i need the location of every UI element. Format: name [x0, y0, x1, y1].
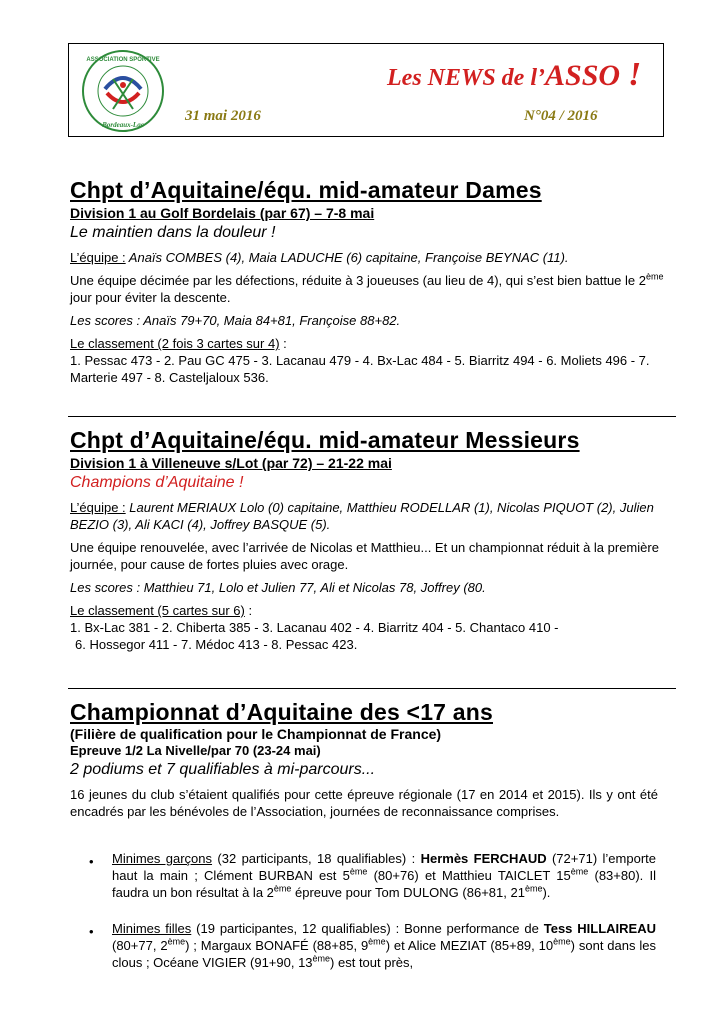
bullet-marker: •	[89, 924, 94, 939]
bullet-text: ) est tout près,	[330, 955, 414, 970]
team-paragraph	[70, 499, 670, 533]
bullet-text: (83+80). Il faudra un bon résultat à la 2	[112, 868, 656, 900]
intro-paragraph: 16 jeunes du club s’étaient qualifiés pour cette épreuve régionale (17 en 2014 et 2015). Ils y ont été encadrés par les bénévoles de l’Association, journées de reconnaissance comprises.	[70, 787, 658, 819]
division-heading: Division 1 au Golf Bordelais (par 67) – 7-8 mai	[70, 205, 375, 221]
logo-text: ASSOCIATION SPORTIVE	[86, 57, 160, 63]
section-subtitle: Champions d’Aquitaine !	[70, 474, 244, 491]
bullet-text: ) sont dans les clous ; Océane VIGIER (91+90, 13	[112, 938, 657, 970]
ranking-heading	[70, 335, 670, 352]
ranking-colon: :	[279, 336, 287, 351]
summary-sup: ème	[645, 271, 664, 282]
bullet-label: Minimes filles	[112, 921, 192, 936]
ranking-line-2: 6. Hossegor 411 - 7. Médoc 413 - 8. Pessac 423.	[75, 637, 358, 652]
section-title: Championnat d’Aquitaine des <17 ans	[70, 699, 493, 725]
summary-text-b: jour pour éviter la descente.	[70, 290, 231, 305]
ordinal-sup: ème	[167, 936, 186, 947]
section-dames	[70, 176, 670, 386]
summary-text-a: Une équipe décimée par les défections, réduite à 3 joueuses (au lieu de 4), qui s’est bien battue le 2	[70, 273, 646, 288]
scores-paragraph: Les scores : Matthieu 71, Lolo et Julien 77, Ali et Nicolas 78, Joffrey (80.	[70, 580, 486, 595]
section-under-17	[70, 698, 670, 820]
bullet-minimes-garcons	[112, 850, 656, 901]
bullet-text: (32 participants, 18 qualifiables) :	[212, 851, 421, 866]
ranking-label: Le classement (2 fois 3 cartes sur 4)	[70, 336, 280, 351]
section-qualifier-line: (Filière de qualification pour le Championnat de France)	[70, 726, 442, 742]
title-part-c: !	[628, 56, 642, 93]
bullet-text: épreuve pour Tom DULONG (86+81, 21	[291, 885, 525, 900]
ordinal-sup: ème	[349, 866, 368, 877]
section-title: Chpt d’Aquitaine/équ. mid-amateur Dames	[70, 177, 542, 203]
bullet-text: (19 participantes, 12 qualifiables) : Bonne performance de	[191, 921, 544, 936]
ranking-text: 1. Pessac 473 - 2. Pau GC 475 - 3. Lacanau 479 - 4. Bx-Lac 484 - 5. Biarritz 494 - 6. Moliets 496 - 7. Marterie 497 - 8. Casteljaloux 536.	[70, 353, 650, 385]
svg-text:Bordeaux-Lac: Bordeaux-Lac	[102, 121, 144, 129]
summary-paragraph: Une équipe renouvelée, avec l’arrivée de Nicolas et Matthieu... Et un championnat réduit à la première journée, pour cause de fortes pluies avec orage.	[70, 540, 659, 572]
section-subtitle: Le maintien dans la douleur !	[70, 224, 276, 241]
team-label: L’équipe :	[70, 250, 126, 265]
bullet-text: ) et Alice MEZIAT (85+89, 10	[385, 938, 554, 953]
team-label: L’équipe :	[70, 500, 126, 515]
newsletter-title	[387, 56, 641, 94]
section-tagline: 2 podiums et 7 qualifiables à mi-parcours...	[70, 761, 376, 778]
ranking-colon: :	[244, 603, 253, 618]
team-text: Anaïs COMBES (4), Maia LADUCHE (6) capitaine, Françoise BEYNAC (11).	[125, 250, 569, 265]
ordinal-sup: ème	[524, 883, 543, 894]
summary-paragraph	[70, 272, 670, 306]
scores-paragraph: Les scores : Anaïs 79+70, Maia 84+81, Françoise 88+82.	[70, 313, 401, 328]
ranking-label: Le classement (5 cartes sur 6)	[70, 603, 245, 618]
section-title: Chpt d’Aquitaine/équ. mid-amateur Messieurs	[70, 427, 580, 453]
bullet-label: Minimes garçons	[112, 851, 213, 866]
bullet-text: ).	[542, 885, 551, 900]
section-messieurs	[70, 426, 670, 653]
bullet-marker: •	[89, 854, 94, 869]
club-logo	[81, 49, 165, 133]
highlight-name: Hermès FERCHAUD	[420, 851, 547, 866]
team-text: Laurent MERIAUX Lolo (0) capitaine, Matthieu RODELLAR (1), Nicolas PIQUOT (2), Julien BEZIO (3), Ali KACI (4), Joffrey BASQUE (5).	[70, 500, 654, 532]
ordinal-sup: ème	[570, 866, 589, 877]
title-part-a: Les NEWS de l’	[387, 65, 545, 91]
issue-date: 31 mai 2016	[185, 108, 261, 124]
ordinal-sup: ème	[273, 883, 292, 894]
issue-number: N°04 / 2016	[524, 108, 598, 124]
bullet-text: (72+71) l’emporte haut la main ; Clément BURBAN est 5	[112, 851, 656, 883]
ranking-line-1: 1. Bx-Lac 381 - 2. Chiberta 385 - 3. Lacanau 402 - 4. Biarritz 404 - 5. Chantaco 410 -	[70, 620, 559, 635]
highlight-name: Tess HILLAIREAU	[543, 921, 657, 936]
division-heading: Division 1 à Villeneuve s/Lot (par 72) – 21-22 mai	[70, 455, 392, 471]
section-divider	[68, 688, 676, 689]
title-part-b: ASSO	[545, 59, 621, 92]
ordinal-sup: ème	[553, 936, 571, 947]
section-divider	[68, 416, 676, 417]
ranking-heading	[70, 602, 670, 619]
newsletter-header	[68, 43, 664, 137]
ordinal-sup: ème	[368, 936, 386, 947]
ordinal-sup: ème	[312, 953, 331, 964]
team-paragraph	[70, 249, 670, 266]
epreuve-heading: Epreuve 1/2 La Nivelle/par 70 (23-24 mai)	[70, 743, 321, 758]
bullet-text: (80+76) et Matthieu TAICLET 15	[367, 868, 571, 883]
bullet-text: ) ; Margaux BONAFÉ (88+85, 9	[185, 938, 369, 953]
bullet-text: (80+77, 2	[112, 938, 168, 953]
bullet-minimes-filles	[112, 920, 656, 971]
